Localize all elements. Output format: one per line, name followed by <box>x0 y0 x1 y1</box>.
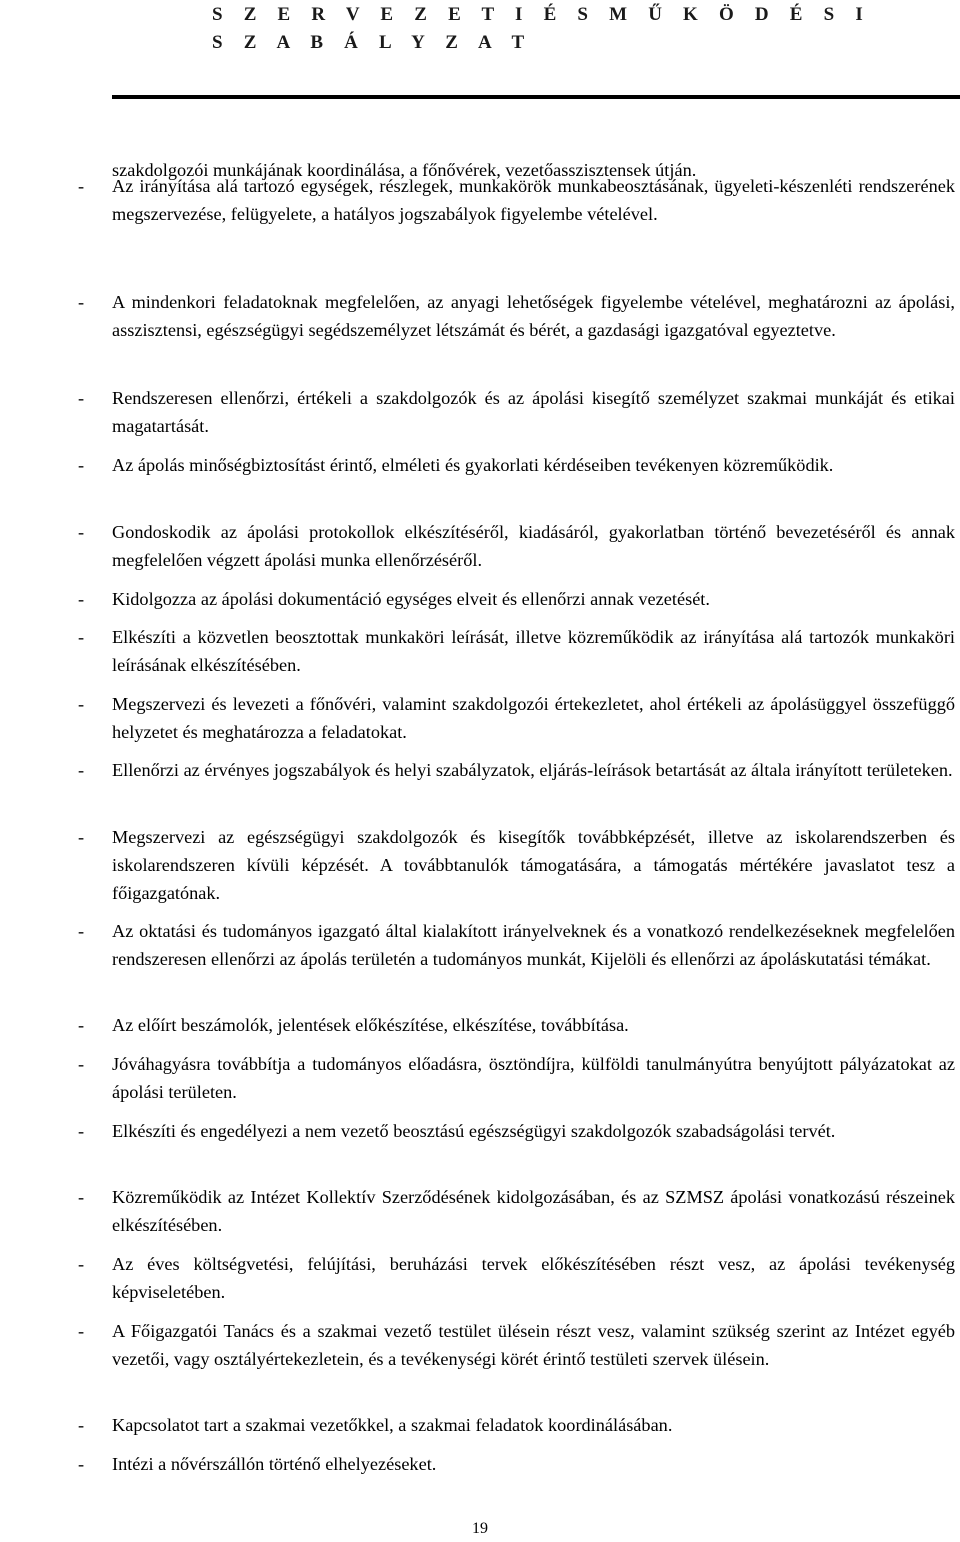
list-item-text: Az ápolás minőségbiztosítást érintő, elméleti és gyakorlati kérdéseiben tevékenyen közreműködik. <box>112 455 834 475</box>
list-item-text: Jóváhagyásra továbbítja a tudományos előadásra, ösztöndíjra, külföldi tanulmányútra benyújtott pályázatokat az ápolási területen. <box>112 1054 955 1102</box>
list-bullet: - <box>78 1454 85 1474</box>
list-item-text: Kidolgozza az ápolási dokumentáció egységes elveit és ellenőrzi annak vezetését. <box>112 589 710 609</box>
list-bullet: - <box>78 1415 85 1435</box>
list-item-text: Megszervezi és levezeti a főnővéri, valamint szakdolgozói értekezletet, ahol értékeli az ápolásüggyel összefüggő helyzetet és meghatározza a feladatokat. <box>112 694 955 742</box>
list-bullet: - <box>78 1015 85 1035</box>
list-bullet: - <box>78 1121 85 1141</box>
list-item-text: Rendszeresen ellenőrzi, értékeli a szakdolgozók és az ápolási kisegítő személyzet szakmai munkáját és etikai magatartását. <box>112 388 955 436</box>
list-item-text: Az irányítása alá tartozó egységek, részlegek, munkakörök munkabeosztásának, ügyeleti-készenléti rendszerének megszervezése, felügyelete, a hatályos jogszabályok figyelembe vételével. <box>112 176 955 224</box>
list-bullet: - <box>78 1054 85 1074</box>
list-bullet: - <box>78 455 85 475</box>
list-bullet: - <box>78 176 85 196</box>
list-bullet: - <box>78 627 85 647</box>
list-bullet: - <box>78 1187 85 1207</box>
list-item-text: Intézi a nővérszállón történő elhelyezéseket. <box>112 1454 437 1474</box>
list-item-text: Gondoskodik az ápolási protokollok elkészítéséről, kiadásáról, gyakorlatban történő bevezetéséről és annak megfelelően végzett ápolási munka ellenőrzéséről. <box>112 522 955 570</box>
continuation-paragraph: szakdolgozói munkájának koordinálása, a főnővérek, vezetőasszisztensek útján. <box>112 160 697 180</box>
list-item-text: Az oktatási és tudományos igazgató által kialakított irányelveknek és a vonatkozó rendelkezéseknek megfelelően rendszeresen ellenőrzi az ápolás területén a tudományos munkát, Kijelöli és ellenőrzi az ápoláskutatási témákat. <box>112 921 955 969</box>
list-bullet: - <box>78 1321 85 1341</box>
list-item-text: Az éves költségvetési, felújítási, beruházási tervek előkészítésében részt vesz, az ápolási tevékenység képviseletében. <box>112 1254 955 1302</box>
list-item-text: Ellenőrzi az érvényes jogszabályok és helyi szabályzatok, eljárás-leírások betartását az általa irányított területeken. <box>112 760 953 780</box>
list-item-text: A Főigazgatói Tanács és a szakmai vezető testület ülésein részt vesz, valamint szükség szerint az Intézet egyéb vezetői, vagy osztályértekezletein, és a tevékenységi körét érintő testületi szervek ülésein. <box>112 1321 955 1369</box>
list-bullet: - <box>78 1254 85 1274</box>
list-bullet: - <box>78 694 85 714</box>
header-divider <box>112 95 960 99</box>
list-item-text: Megszervezi az egészségügyi szakdolgozók és kisegítők továbbképzését, illetve az iskolarendszerben és iskolarendszeren kívüli képzését. A továbbtanulók támogatására, a támogatás mértékére javaslatot tesz a főigazgatónak. <box>112 827 955 903</box>
list-bullet: - <box>78 827 85 847</box>
page-number: 19 <box>472 1520 488 1537</box>
list-bullet: - <box>78 292 85 312</box>
list-item-text: Kapcsolatot tart a szakmai vezetőkkel, a szakmai feladatok koordinálásában. <box>112 1415 673 1435</box>
list-bullet: - <box>78 921 85 941</box>
list-bullet: - <box>78 522 85 542</box>
list-item-text: Az előírt beszámolók, jelentések előkészítése, elkészítése, továbbítása. <box>112 1015 629 1035</box>
list-item-text: Közreműködik az Intézet Kollektív Szerződésének kidolgozásában, és az SZMSZ ápolási vonatkozású részeinek elkészítésében. <box>112 1187 955 1235</box>
list-item-text: Elkészíti és engedélyezi a nem vezető beosztású egészségügyi szakdolgozók szabadságolási tervét. <box>112 1121 836 1141</box>
list-item-text: Elkészíti a közvetlen beosztottak munkaköri leírását, illetve közreműködik az irányítása alá tartozók munkaköri leírásának elkészítésében. <box>112 627 955 675</box>
list-item-text: A mindenkori feladatoknak megfelelően, az anyagi lehetőségek figyelembe vételével, meghatározni az ápolási, asszisztensi, egészségügyi segédszemélyzet létszámát és bérét, a gazdasági igazgatóval egyeztetve. <box>112 292 955 340</box>
header-title-line-2: S Z A B Á L Y Z A T <box>212 32 533 53</box>
list-bullet: - <box>78 589 85 609</box>
list-bullet: - <box>78 388 85 408</box>
list-bullet: - <box>78 760 85 780</box>
header-title-line-1: S Z E R V E Z E T I É S M Ű K Ö D É S I <box>212 4 871 25</box>
